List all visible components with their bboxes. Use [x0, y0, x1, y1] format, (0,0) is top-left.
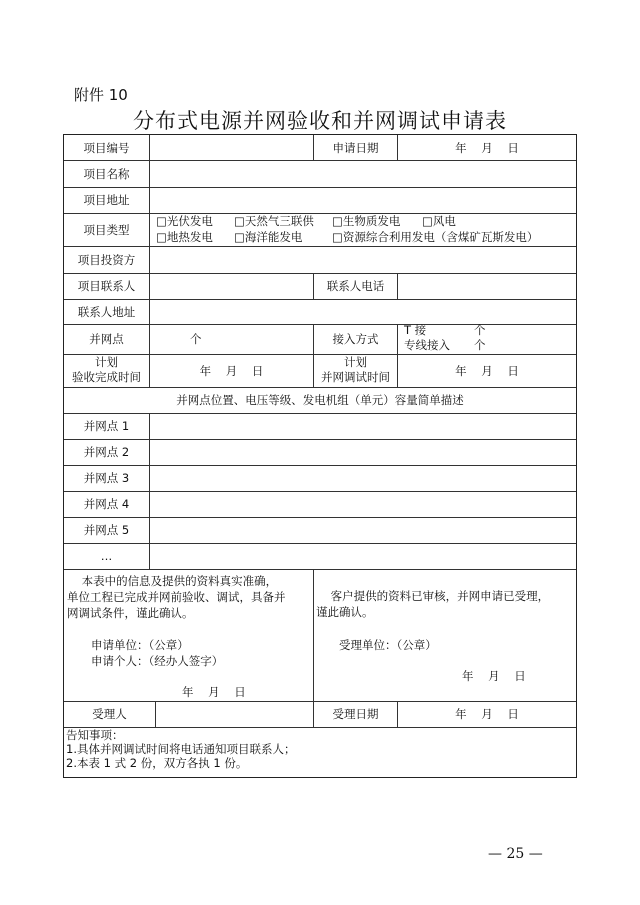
label-project-address: 项目地址 — [83, 193, 130, 207]
review-line2: 谨此确认。 — [316, 605, 374, 619]
declaration-line2: 单位工程已完成并网前验收、调试，具备并 — [67, 590, 286, 604]
checkbox-geothermal[interactable]: □地热发电 — [156, 230, 213, 244]
label-plan-acceptance-line1: 计划 — [95, 355, 118, 369]
label-contact-address: 联系人地址 — [77, 304, 136, 319]
description-header: 并网点位置、电压等级、发电机组（单元）容量简单描述 — [176, 393, 464, 407]
grid-point-2-field[interactable] — [150, 439, 576, 465]
notes-item-1: 1.具体并网调试时间将电话通知项目联系人； — [66, 742, 296, 756]
t-connection-unit: 个 — [474, 323, 486, 337]
label-project-name: 项目名称 — [83, 166, 130, 181]
notes-item-2: 2.本表 1 式 2 份，双方各执 1 份。 — [66, 756, 248, 770]
debug-date-field[interactable]: 年 月 日 — [455, 363, 519, 378]
project-no-field[interactable] — [150, 135, 313, 160]
application-form — [63, 134, 577, 778]
dedicated-line-label: 专线接入 — [404, 338, 450, 352]
label-investor: 项目投资方 — [77, 252, 136, 267]
label-grid-point-4: 并网点 4 — [83, 497, 130, 511]
label-plan-debug-line1: 计划 — [344, 355, 367, 369]
declaration-line1: 本表中的信息及提供的资料真实准确， — [67, 574, 278, 588]
label-grid-point-more: … — [100, 549, 113, 563]
declaration-line3: 网调试条件，谨此确认。 — [67, 606, 194, 620]
contact-phone-field[interactable] — [398, 273, 576, 299]
grid-point-1-field[interactable] — [150, 413, 576, 439]
checkbox-pv[interactable]: □光伏发电 — [156, 214, 213, 228]
grid-point-4-field[interactable] — [150, 491, 576, 517]
label-grid-points: 并网点 — [89, 332, 124, 346]
label-grid-point-5: 并网点 5 — [83, 523, 130, 537]
project-name-field[interactable] — [150, 160, 576, 187]
receive-date-field[interactable]: 年 月 日 — [455, 707, 519, 721]
label-project-type: 项目类型 — [83, 222, 130, 237]
t-connection-label: T 接 — [404, 323, 427, 337]
annex-label: 附件 10 — [74, 86, 128, 104]
notes-title: 告知事项： — [66, 728, 124, 742]
grid-point-more-field[interactable] — [150, 543, 576, 569]
row-divider — [64, 569, 576, 570]
label-receiver: 受理人 — [92, 707, 127, 721]
form-title: 分布式电源并网验收和并网调试申请表 — [133, 109, 507, 133]
label-grid-point-3: 并网点 3 — [83, 471, 130, 485]
label-plan-debug-line2: 并网调试时间 — [321, 370, 390, 384]
applicant-unit-seal: 申请单位：（公章） — [91, 638, 189, 652]
apply-date-field[interactable]: 年 月 日 — [455, 140, 519, 155]
checkbox-biomass[interactable]: □生物质发电 — [332, 214, 401, 228]
label-grid-point-1: 并网点 1 — [83, 419, 130, 433]
applicant-person-signature: 申请个人：（经办人签字） — [91, 654, 224, 668]
label-grid-point-2: 并网点 2 — [83, 445, 130, 459]
checkbox-resource-reuse[interactable]: □资源综合利用发电（含煤矿瓦斯发电） — [332, 230, 539, 244]
label-access-mode: 接入方式 — [332, 332, 379, 346]
contact-field[interactable] — [150, 273, 313, 299]
grid-points-count-unit: 个 — [190, 332, 202, 346]
grid-point-5-field[interactable] — [150, 517, 576, 543]
grid-point-3-field[interactable] — [150, 465, 576, 491]
label-contact-phone: 联系人电话 — [326, 279, 385, 293]
col-divider — [313, 569, 314, 701]
label-apply-date: 申请日期 — [332, 140, 379, 155]
dedicated-line-unit: 个 — [474, 338, 486, 352]
page-number: — 25 — — [488, 846, 543, 862]
receiver-field[interactable] — [156, 701, 313, 727]
label-project-no: 项目编号 — [83, 140, 130, 155]
contact-address-field[interactable] — [150, 299, 576, 324]
label-receive-date: 受理日期 — [332, 707, 379, 721]
checkbox-gas-cchp[interactable]: □天然气三联供 — [234, 214, 314, 228]
label-plan-acceptance-line2: 验收完成时间 — [72, 370, 141, 384]
label-contact: 项目联系人 — [77, 279, 136, 293]
checkbox-wind[interactable]: □风电 — [422, 214, 456, 228]
project-address-field[interactable] — [150, 187, 576, 213]
review-date: 年 月 日 — [462, 669, 526, 683]
investor-field[interactable] — [150, 246, 576, 273]
review-line1: 客户提供的资料已审核，并网申请已受理， — [316, 589, 550, 603]
declaration-date: 年 月 日 — [182, 685, 246, 699]
receiving-unit-seal: 受理单位：（公章） — [339, 638, 437, 652]
checkbox-ocean[interactable]: □海洋能发电 — [234, 230, 303, 244]
acceptance-date-field[interactable]: 年 月 日 — [199, 363, 264, 378]
row-divider — [64, 727, 576, 728]
